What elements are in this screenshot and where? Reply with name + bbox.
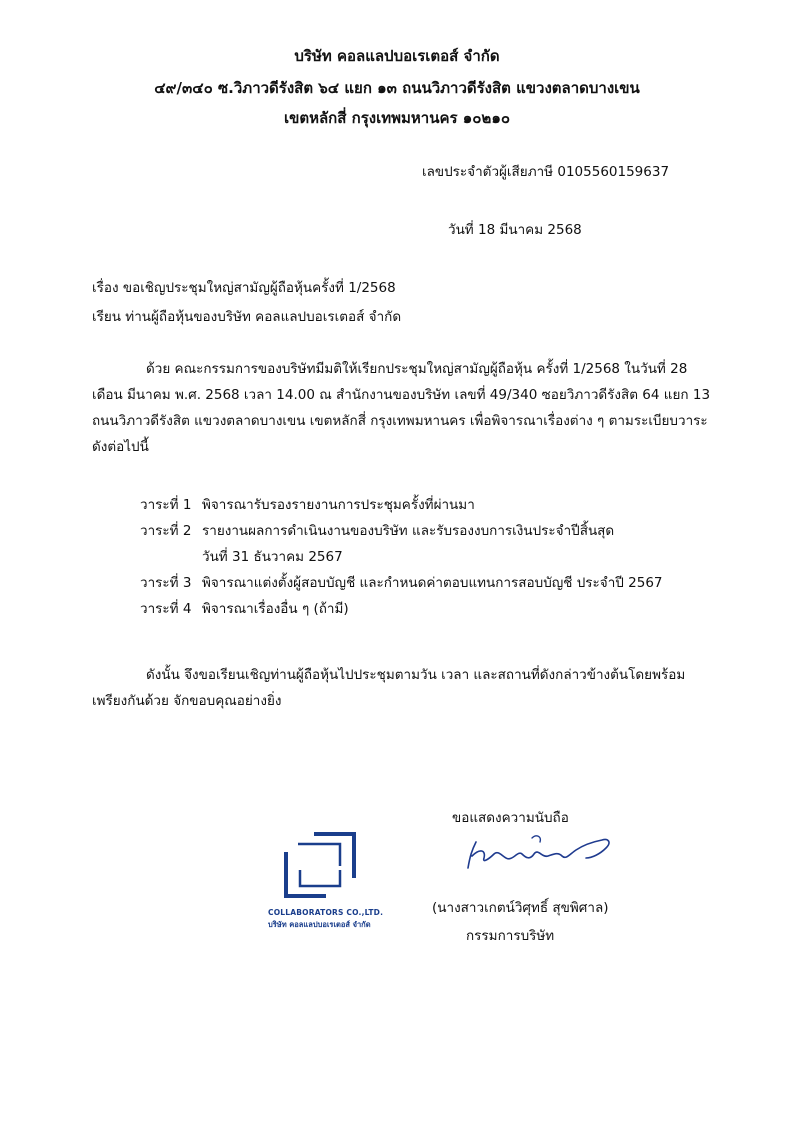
agenda-continuation: วันที่ 31 ธันวาคม 2567 bbox=[202, 549, 343, 565]
handwritten-signature bbox=[462, 828, 622, 878]
recipient-line: เรียน ท่านผู้ถือหุ้นของบริษัท คอลแลปบอเรเตอส์ จำกัด bbox=[92, 309, 402, 325]
agenda-item bbox=[140, 570, 700, 596]
body-line: ถนนวิภาวดีรังสิต แขวงตลาดบางเขน เขตหลักสี่ กรุงเทพมหานคร เพื่อพิจารณาเรื่องต่าง ๆ ตามระเบียบวาระ bbox=[92, 413, 708, 429]
agenda-item bbox=[140, 492, 700, 518]
tax-id: เลขประจำตัวผู้เสียภาษี 0105560159637 bbox=[422, 164, 670, 180]
signatory-name: (นางสาวเกตน์วิศุทธิ์ สุขพิศาล) bbox=[432, 900, 609, 916]
body-line: ด้วย คณะกรรมการของบริษัทมีมติให้เรียกประชุมใหญ่สามัญผู้ถือหุ้น ครั้งที่ 1/2568 ในวันที่ 28 bbox=[146, 361, 688, 377]
agenda-item bbox=[140, 518, 700, 544]
agenda-number: วาระที่ 4 bbox=[140, 601, 192, 617]
agenda-item bbox=[140, 596, 700, 622]
body-line: ดังต่อไปนี้ bbox=[92, 439, 149, 455]
closing-line: ดังนั้น จึงขอเรียนเชิญท่านผู้ถือหุ้นไปประชุมตามวัน เวลา และสถานที่ดังกล่าวข้างต้นโดยพร้อม bbox=[146, 667, 686, 683]
agenda-number: วาระที่ 1 bbox=[140, 497, 192, 513]
agenda-text: พิจารณาเรื่องอื่น ๆ (ถ้ามี) bbox=[202, 601, 349, 617]
company-address-line1: ๔๙/๓๔๐ ซ.วิภาวดีรังสิต ๖๔ แยก ๑๓ ถนนวิภาวดีรังสิต แขวงตลาดบางเขน bbox=[154, 79, 640, 97]
signoff: ขอแสดงความนับถือ bbox=[452, 810, 569, 826]
body-line: เดือน มีนาคม พ.ศ. 2568 เวลา 14.00 ณ สำนักงานของบริษัท เลขที่ 49/340 ซอยวิภาวดีรังสิต 64 แยก 13 bbox=[92, 387, 711, 403]
agenda-list bbox=[140, 492, 700, 622]
agenda-number: วาระที่ 3 bbox=[140, 575, 192, 591]
logo-name-en: COLLABORATORS CO.,LTD. bbox=[268, 908, 384, 917]
company-name: บริษัท คอลแลปบอเรเตอส์ จำกัด bbox=[294, 47, 500, 65]
agenda-text: พิจารณารับรองรายงานการประชุมครั้งที่ผ่านมา bbox=[202, 497, 475, 513]
signatory-title: กรรมการบริษัท bbox=[466, 928, 555, 944]
letter-date: วันที่ 18 มีนาคม 2568 bbox=[448, 222, 582, 238]
agenda-text: พิจารณาแต่งตั้งผู้สอบบัญชี และกำหนดค่าตอบแทนการสอบบัญชี ประจำปี 2567 bbox=[202, 575, 663, 591]
closing-paragraph bbox=[92, 662, 714, 714]
company-address-line2: เขตหลักสี่ กรุงเทพมหานคร ๑๐๒๑๐ bbox=[283, 109, 511, 127]
logo-name-th: บริษัท คอลแลปบอเรเตอส์ จำกัด bbox=[268, 920, 371, 929]
subject-line: เรื่อง ขอเชิญประชุมใหญ่สามัญผู้ถือหุ้นครั้งที่ 1/2568 bbox=[92, 280, 396, 296]
agenda-number: วาระที่ 2 bbox=[140, 523, 192, 539]
agenda-text: รายงานผลการดำเนินงานของบริษัท และรับรองงบการเงินประจำปีสิ้นสุด bbox=[202, 523, 615, 539]
closing-line: เพรียงกันด้วย จักขอบคุณอย่างยิ่ง bbox=[92, 693, 282, 709]
logo-mark-icon bbox=[278, 830, 388, 910]
body-paragraph bbox=[92, 356, 714, 460]
